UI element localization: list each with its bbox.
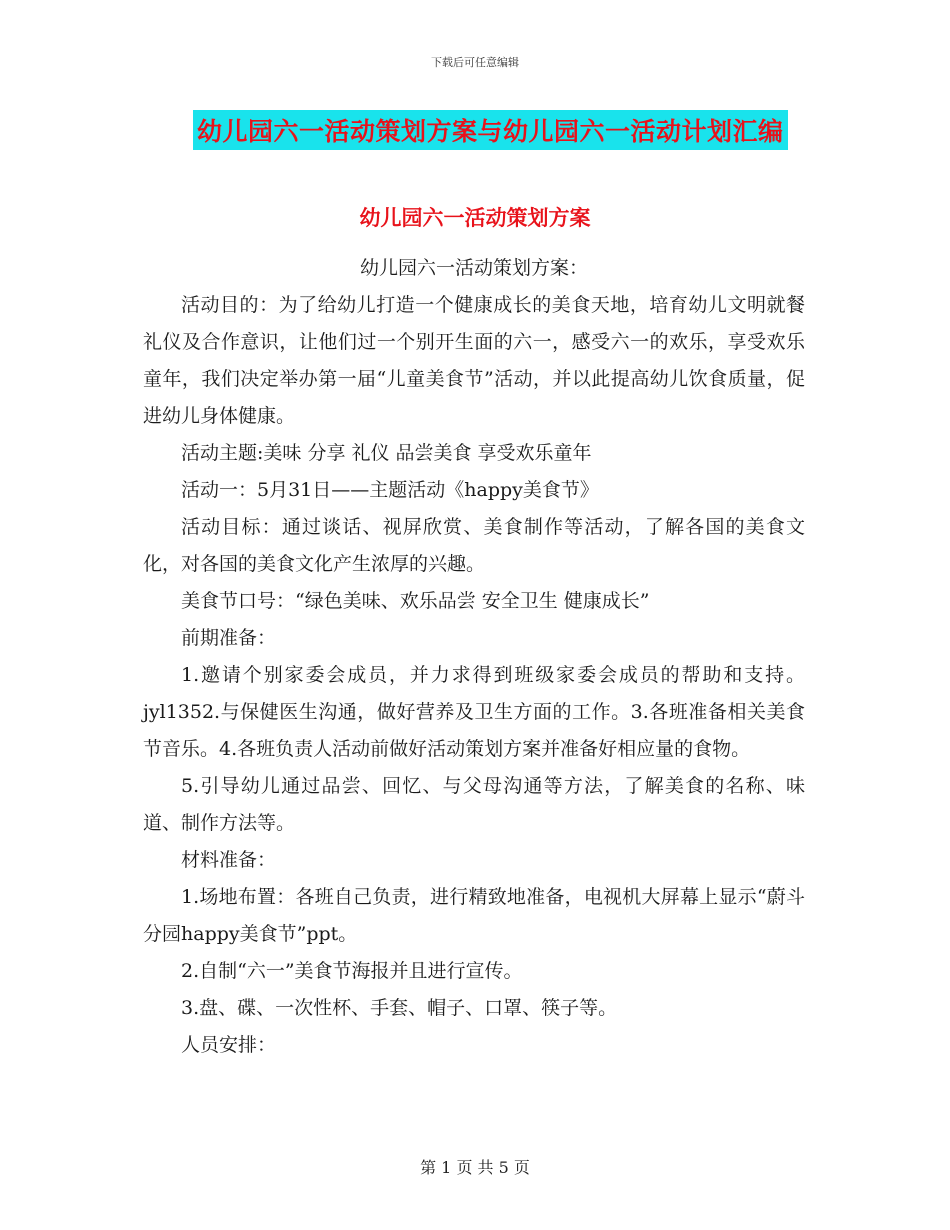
paragraph-materials-1: 1.场地布置：各班自己负责，进行精致地准备，电视机大屏幕上显示“蔚斗分园happy美食节”ppt。 bbox=[143, 886, 805, 945]
paragraph-activity-one: 活动一：5月31日——主题活动《happy美食节》 bbox=[181, 479, 599, 501]
page-footer: 第 1 页 共 5 页 bbox=[420, 1158, 530, 1177]
section-title: 幼儿园六一活动策划方案 bbox=[359, 206, 591, 230]
paragraph-materials-heading: 材料准备： bbox=[181, 849, 277, 871]
paragraph-goal: 活动目标：通过谈话、视屏欣赏、美食制作等活动，了解各国的美食文化，对各国的美食文化产生浓厚的兴趣。 bbox=[143, 516, 805, 575]
paragraph-prep-item-5: 5.引导幼儿通过品尝、回忆、与父母沟通等方法，了解美食的名称、味道、制作方法等。 bbox=[143, 775, 805, 834]
paragraph-intro: 幼儿园六一活动策划方案： bbox=[359, 257, 588, 279]
paragraph-prep-items: 1.邀请个别家委会成员，并力求得到班级家委会成员的帮助和支持。jyl1352.与保健医生沟通，做好营养及卫生方面的工作。3.各班准备相关美食节音乐。4.各班负责人活动前做好活动策划方案并准备好相应量的食物。 bbox=[143, 664, 805, 760]
header-note: 下载后可任意编辑 bbox=[431, 56, 519, 69]
paragraph-materials-2: 2.自制“六一”美食节海报并且进行宣传。 bbox=[181, 960, 523, 982]
main-title-highlight bbox=[193, 110, 788, 150]
document-body bbox=[143, 250, 805, 1064]
main-title: 幼儿园六一活动策划方案与幼儿园六一活动计划汇编 bbox=[197, 117, 784, 146]
paragraph-staff-heading: 人员安排： bbox=[181, 1034, 277, 1056]
paragraph-purpose: 活动目的：为了给幼儿打造一个健康成长的美食天地，培育幼儿文明就餐礼仪及合作意识，让他们过一个别开生面的六一，感受六一的欢乐，享受欢乐童年，我们决定举办第一届“儿童美食节”活动，并以此提高幼儿饮食质量，促进幼儿身体健康。 bbox=[143, 294, 805, 427]
paragraph-theme: 活动主题:美味 分享 礼仪 品尝美食 享受欢乐童年 bbox=[181, 442, 592, 464]
paragraph-materials-3: 3.盘、碟、一次性杯、手套、帽子、口罩、筷子等。 bbox=[181, 997, 618, 1019]
paragraph-slogan: 美食节口号：“绿色美味、欢乐品尝 安全卫生 健康成长” bbox=[181, 590, 650, 612]
paragraph-prep-heading: 前期准备： bbox=[181, 627, 277, 649]
